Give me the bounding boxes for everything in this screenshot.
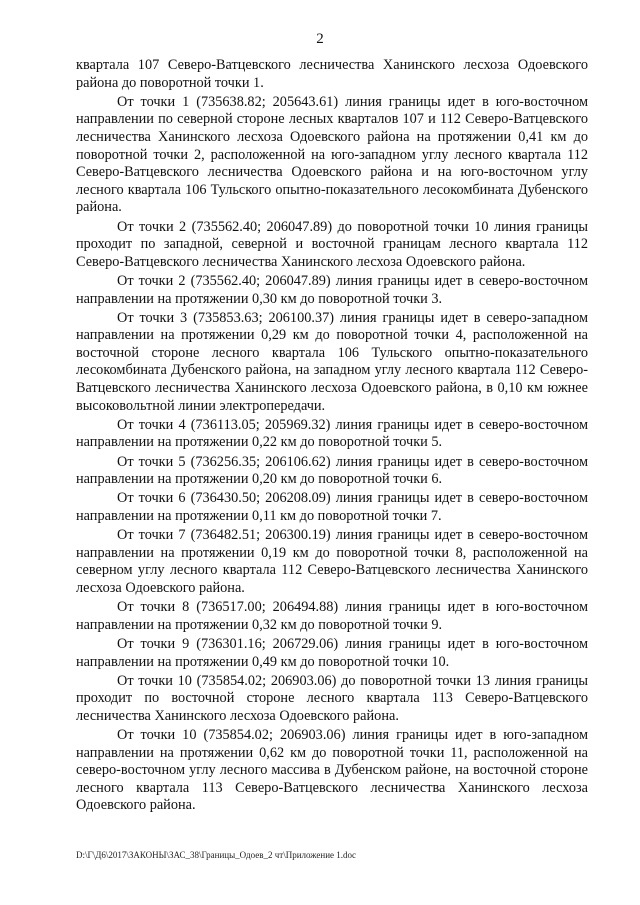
document-body — [76, 57, 588, 817]
paragraph-point-3: От точки 3 (735853.63; 206100.37) линия границы идет в северо-западном направлении на протяжении 0,29 км до поворотной точки 4, расположенной на восточной стороне лесного квартала 106 Тульского опытно-показательного лесокомбината Дубенского района, на западном углу лесного квартала 112 Северо-Ватцевского лесничества Ханинского лесхоза Одоевского района, в 0,10 км южнее высоковольтной линии электропередачи. — [76, 309, 588, 414]
page-number: 2 — [316, 31, 324, 47]
paragraph-point-8: От точки 8 (736517.00; 206494.88) линия границы идет в юго-восточном направлении на протяжении 0,32 км до поворотной точки 9. — [76, 599, 588, 633]
paragraph-point-6: От точки 6 (736430.50; 206208.09) линия границы идет в северо-восточном направлении на протяжении 0,11 км до поворотной точки 7. — [76, 490, 588, 524]
paragraph-point-7: От точки 7 (736482.51; 206300.19) линия границы идет в северо-восточном направлении на протяжении 0,19 км до поворотной точки 8, расположенной на северном углу лесного квартала 112 Северо-Ватцевского лесничества Ханинского лесхоза Одоевского района. — [76, 527, 588, 596]
paragraph-point-10-overview: От точки 10 (735854.02; 206903.06) до поворотной точки 13 линия границы проходит по восточной стороне лесного квартала 113 Северо-Ватцевского лесничества Ханинского лесхоза Одоевского района. — [76, 672, 588, 724]
paragraph-point-10: От точки 10 (735854.02; 206903.06) линия границы идет в юго-западном направлении на протяжении 0,62 км до поворотной точки 11, расположенной на северо-восточном углу лесного массива в Дубенском районе, на восточной стороне лесного квартала 113 Северо-Ватцевского лесничества Ханинского лесхоза Одоевского района. — [76, 727, 588, 814]
file-path-footer: D:\Г\Д6\2017\ЗАКОНЫ\ЗАС_38\Границы_Одоев_2 чт\Приложение 1.doc — [76, 850, 356, 860]
paragraph-point-1: От точки 1 (735638.82; 205643.61) линия границы идет в юго-восточном направлении по северной стороне лесных кварталов 107 и 112 Северо-Ватцевского лесничества Ханинского лесхоза Одоевского района на протяжении 0,41 км до поворотной точки 2, расположенной на юго-западном углу лесного квартала 112 Северо-Ватцевского лесничества Одоевского района и на юго-восточном углу лесного квартала 106 Тульского опытно-показательного лесокомбината Дубенского района. — [76, 93, 588, 216]
paragraph-point-9: От точки 9 (736301.16; 206729.06) линия границы идет в юго-восточном направлении на протяжении 0,49 км до поворотной точки 10. — [76, 635, 588, 670]
paragraph-continuation: квартала 107 Северо-Ватцевского лесничества Ханинского лесхоза Одоевского района до поворотной точки 1. — [76, 57, 588, 91]
paragraph-point-2-overview: От точки 2 (735562.40; 206047.89) до поворотной точки 10 линия границы проходит по западной, северной и восточной границам лесного квартала 112 Северо-Ватцевского лесничества Ханинского лесхоза Одоевского района. — [76, 218, 588, 270]
paragraph-point-2: От точки 2 (735562.40; 206047.89) линия границы идет в северо-восточном направлении на протяжении 0,30 км до поворотной точки 3. — [76, 272, 588, 307]
paragraph-point-4: От точки 4 (736113.05; 205969.32) линия границы идет в северо-восточном направлении на протяжении 0,22 км до поворотной точки 5. — [76, 416, 588, 451]
paragraph-point-5: От точки 5 (736256.35; 206106.62) линия границы идет в северо-восточном направлении на протяжении 0,20 км до поворотной точки 6. — [76, 453, 588, 488]
